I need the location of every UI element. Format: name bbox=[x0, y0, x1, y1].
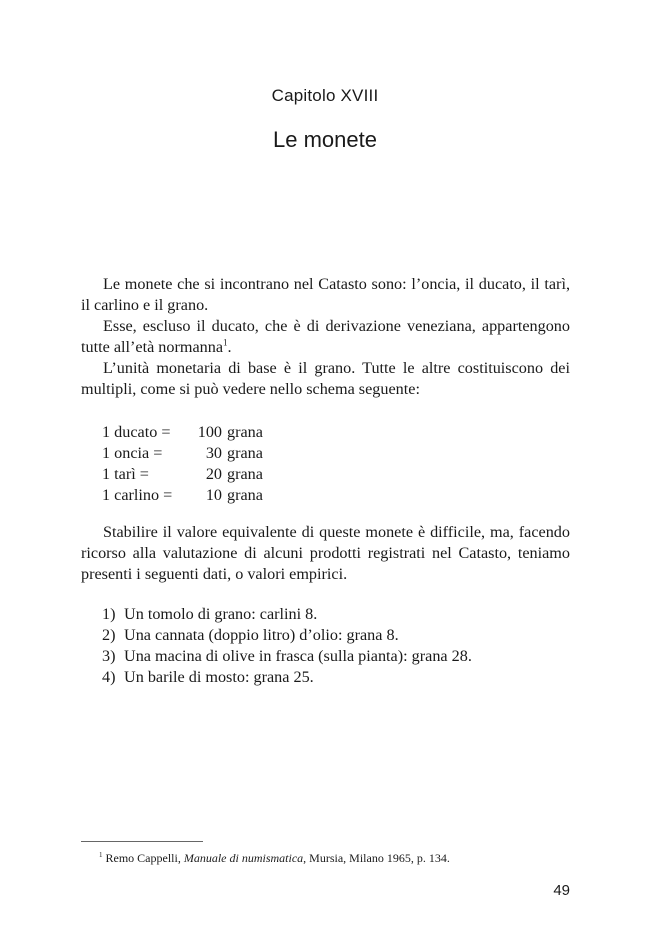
coin-unit: grana bbox=[227, 486, 263, 504]
table-row bbox=[102, 485, 263, 506]
footnote bbox=[99, 851, 450, 866]
coin-value: 100 bbox=[197, 423, 222, 441]
table-row bbox=[102, 443, 263, 464]
footnote-publication: , Mursia, Milano 1965, p. 134. bbox=[303, 851, 450, 865]
table-row bbox=[102, 422, 263, 443]
chapter-label: Capitolo XVIII bbox=[271, 86, 379, 105]
list-item-text: Un tomolo di grano: carlini 8. bbox=[124, 605, 318, 623]
list-item bbox=[102, 667, 472, 688]
footnote-mark: 1 bbox=[99, 851, 103, 859]
page-number: 49 bbox=[553, 882, 570, 899]
coin-unit: grana bbox=[227, 423, 263, 441]
paragraph-origin bbox=[81, 316, 570, 358]
coin-value: 30 bbox=[205, 444, 222, 462]
list-item-number: 4) bbox=[102, 668, 116, 686]
list-item-number: 3) bbox=[102, 647, 116, 665]
paragraph-base-unit: L’unità monetaria di base è il grano. Tutte le altre costituiscono dei multipli, come si può vedere nello schema seguente: bbox=[81, 359, 570, 398]
list-item bbox=[102, 604, 472, 625]
coin-value: 10 bbox=[205, 486, 222, 504]
list-item-text: Un barile di mosto: grana 25. bbox=[124, 668, 314, 686]
paragraph-origin-text: Esse, escluso il ducato, che è di derivazione veneziana, appartengono tutte all’età normanna bbox=[81, 317, 570, 356]
list-item-number: 1) bbox=[102, 605, 116, 623]
paragraph-valuation: Stabilire il valore equivalente di queste monete è difficile, ma, facendo ricorso alla valutazione di alcuni prodotti registrati nel Catasto, teniamo presenti i seguenti dati, o valori empirici. bbox=[81, 523, 570, 583]
list-item-number: 2) bbox=[102, 626, 116, 644]
list-item-text: Una cannata (doppio litro) d’olio: grana 8. bbox=[124, 626, 399, 644]
valuation-paragraph-block bbox=[81, 522, 570, 585]
paragraph-origin-end: . bbox=[227, 338, 232, 356]
list-item bbox=[102, 646, 472, 667]
intro-paragraphs bbox=[81, 274, 570, 400]
paragraph-coins-list: Le monete che si incontrano nel Catasto sono: l’oncia, il ducato, il tarì, il carlino e il grano. bbox=[81, 275, 570, 314]
footnote-reference[interactable]: 1 bbox=[223, 337, 228, 348]
footnote-work-title: Manuale di numismatica bbox=[183, 851, 304, 865]
coin-name: 1 tarì = bbox=[102, 465, 149, 483]
table-row bbox=[102, 464, 263, 485]
coin-unit: grana bbox=[227, 444, 263, 462]
coin-unit: grana bbox=[227, 465, 263, 483]
coin-name: 1 carlino = bbox=[102, 486, 173, 504]
coin-equivalence-table bbox=[102, 422, 263, 506]
price-list bbox=[102, 604, 472, 688]
coin-name: 1 oncia = bbox=[102, 444, 163, 462]
chapter-title: Le monete bbox=[273, 127, 377, 152]
coin-value: 20 bbox=[205, 465, 222, 483]
footnote-divider bbox=[81, 841, 203, 842]
footnote-author: Remo Cappelli, bbox=[105, 851, 184, 865]
list-item bbox=[102, 625, 472, 646]
list-item-text: Una macina di olive in frasca (sulla pianta): grana 28. bbox=[124, 647, 472, 665]
coin-name: 1 ducato = bbox=[102, 423, 171, 441]
